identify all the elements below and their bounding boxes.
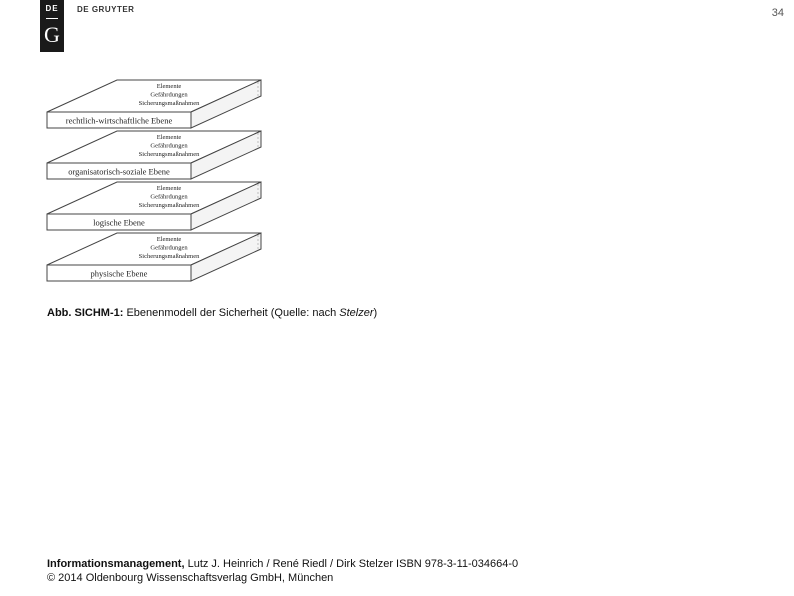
- layer-item: Gefährdungen: [150, 244, 188, 252]
- layer-label: organisatorisch-soziale Ebene: [68, 166, 170, 177]
- caption-suffix: ): [373, 307, 378, 319]
- caption-prefix: Abb. SICHM-1:: [47, 307, 124, 319]
- layer-item: Sicherungsmaßnahmen: [138, 202, 200, 209]
- logo-de-text: DE: [45, 4, 59, 13]
- layer-label: logische Ebene: [93, 217, 145, 228]
- publisher-logo: [40, 0, 64, 52]
- figure-caption: [47, 307, 377, 319]
- logo-divider: [46, 18, 58, 19]
- caption-author: Stelzer: [339, 307, 374, 319]
- layer-item: Elemente: [156, 134, 182, 141]
- layer-item: Gefährdungen: [150, 193, 188, 201]
- layer-item: Sicherungsmaßnahmen: [138, 100, 200, 107]
- layer-label: rechtlich-wirtschaftliche Ebene: [65, 115, 173, 126]
- layer-slab: [47, 131, 261, 179]
- footer-copyright: © 2014 Oldenbourg Wissenschaftsverlag GmbH, München: [47, 572, 334, 584]
- page-number: 34: [771, 7, 784, 19]
- footer-line-1: [47, 557, 518, 571]
- layer-item: Gefährdungen: [150, 91, 188, 99]
- footer: [47, 557, 518, 585]
- book-title: Informationsmanagement,: [47, 558, 185, 570]
- layer-slab: [47, 80, 261, 128]
- layer-item: Sicherungsmaßnahmen: [138, 253, 200, 260]
- caption-text: Ebenenmodell der Sicherheit (Quelle: nach: [123, 307, 340, 319]
- logo-g-text: G: [44, 22, 60, 47]
- layer-item: Elemente: [156, 185, 182, 192]
- layer-item: Sicherungsmaßnahmen: [138, 151, 200, 158]
- book-authors-isbn: Lutz J. Heinrich / René Riedl / Dirk Stelzer ISBN 978-3-11-034664-0: [184, 558, 519, 570]
- layer-model-diagram: [40, 72, 270, 284]
- layer-label: physische Ebene: [90, 268, 148, 279]
- layer-item: Elemente: [156, 236, 182, 243]
- layer-slab: [47, 182, 261, 230]
- layer-item: Gefährdungen: [150, 142, 188, 150]
- publisher-name: DE GRUYTER: [77, 5, 135, 14]
- layer-slab: [47, 233, 261, 281]
- layer-item: Elemente: [156, 83, 182, 90]
